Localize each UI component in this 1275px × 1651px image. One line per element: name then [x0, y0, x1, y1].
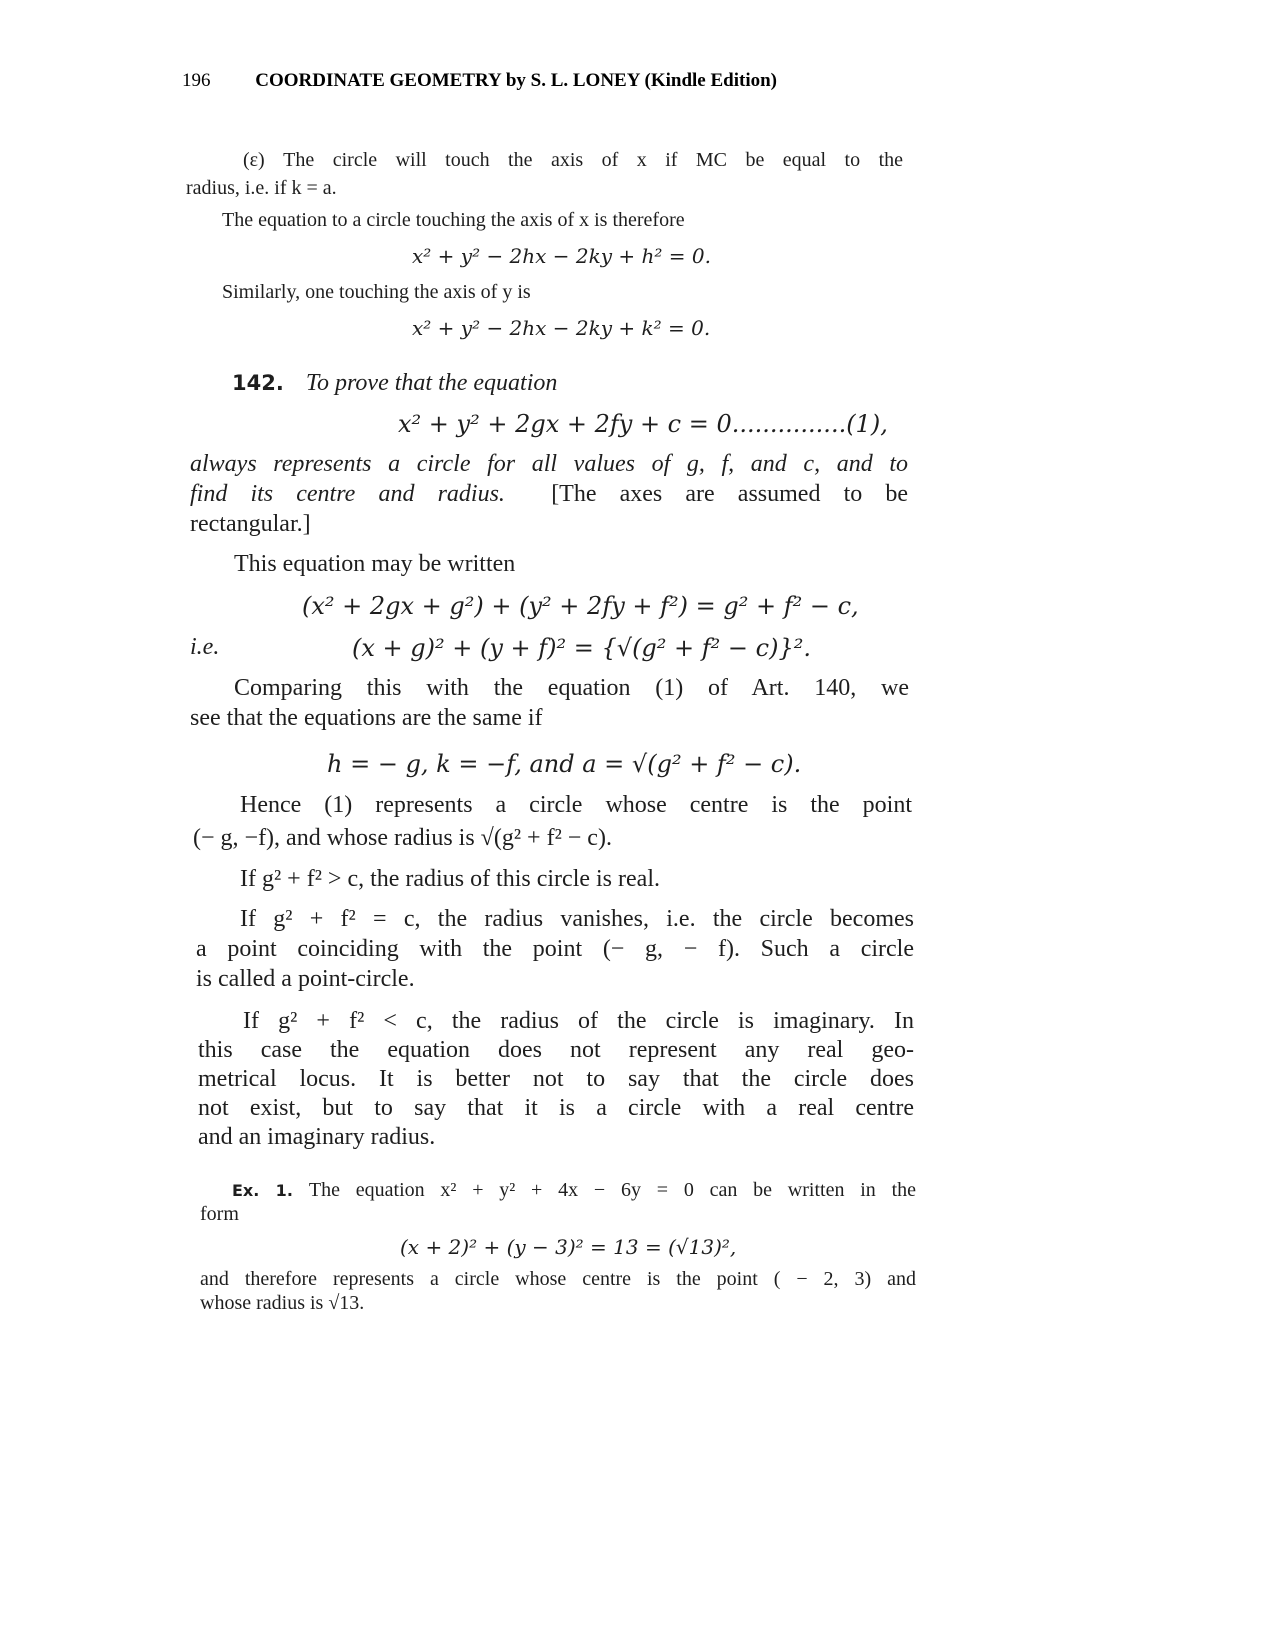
- equation: (x + g)² + (y + f)² = {√(g² + f² − c)}².: [352, 634, 811, 662]
- text-line: radius, i.e. if k = a.: [186, 177, 337, 199]
- article-heading: [232, 370, 557, 397]
- equation: h = − g, k = −f, and a = √(g² + f² − c).: [327, 750, 802, 778]
- text-line: is called a point-circle.: [196, 966, 415, 992]
- text-line: (ε) The circle will touch the axis of x if MC be equal to the: [243, 149, 903, 171]
- ie-label: i.e.: [190, 634, 220, 660]
- equation: (x² + 2gx + g²) + (y² + 2fy + f²) = g² + f² − c,: [302, 592, 859, 620]
- text-line: Comparing this with the equation (1) of Art. 140, we: [234, 675, 909, 701]
- text-line: (− g, −f), and whose radius is √(g² + f² − c).: [193, 825, 612, 851]
- equation: (x + 2)² + (y − 3)² = 13 = (√13)²,: [400, 1235, 737, 1259]
- text-line: always represents a circle for all values of g, f, and c, and to: [190, 451, 908, 477]
- text-line: rectangular.]: [190, 511, 311, 537]
- running-header: [182, 70, 777, 92]
- text-span: [The axes are assumed to be: [551, 481, 909, 507]
- text-line: If g² + f² > c, the radius of this circle is real.: [240, 866, 660, 892]
- text-line: metrical locus. It is better not to say that the circle does: [198, 1066, 914, 1092]
- text-line: a point coinciding with the point (− g, − f). Such a circle: [196, 936, 914, 962]
- text-line: Hence (1) represents a circle whose centre is the point: [240, 792, 912, 818]
- equation: x² + y² − 2hx − 2ky + h² = 0.: [412, 244, 711, 268]
- text-line: and an imaginary radius.: [198, 1124, 436, 1150]
- text-line: whose radius is √13.: [200, 1292, 365, 1314]
- text-line: This equation may be written: [234, 551, 516, 577]
- text-line: this case the equation does not represent any real geo-: [198, 1037, 914, 1063]
- italic-phrase: find its centre and radius.: [190, 481, 505, 507]
- text-line: If g² + f² < c, the radius of the circle is imaginary. In: [243, 1008, 914, 1034]
- running-title: COORDINATE GEOMETRY by S. L. LONEY (Kindle Edition): [255, 70, 777, 91]
- text-line: and therefore represents a circle whose centre is the point ( − 2, 3) and: [200, 1268, 916, 1290]
- text-line: Similarly, one touching the axis of y is: [222, 281, 531, 303]
- page-number: 196: [182, 70, 211, 91]
- example-label: Ex. 1.: [232, 1181, 293, 1200]
- article-number: 142.: [232, 371, 284, 395]
- text-line: If g² + f² = c, the radius vanishes, i.e. the circle becomes: [240, 906, 914, 932]
- text-span: The equation x² + y² + 4x − 6y = 0 can be written in the: [308, 1179, 917, 1201]
- equation: x² + y² + 2gx + 2fy + c = 0...............(1),: [398, 410, 888, 438]
- text-line: not exist, but to say that it is a circle with a real centre: [198, 1095, 914, 1121]
- text-line: [190, 481, 908, 508]
- article-title: To prove that the equation: [305, 370, 558, 396]
- example-first-line: [232, 1179, 916, 1202]
- text-line: The equation to a circle touching the axis of x is therefore: [222, 209, 685, 231]
- text-line: form: [200, 1203, 239, 1225]
- text-line: see that the equations are the same if: [190, 705, 543, 731]
- equation: x² + y² − 2hx − 2ky + k² = 0.: [412, 316, 711, 340]
